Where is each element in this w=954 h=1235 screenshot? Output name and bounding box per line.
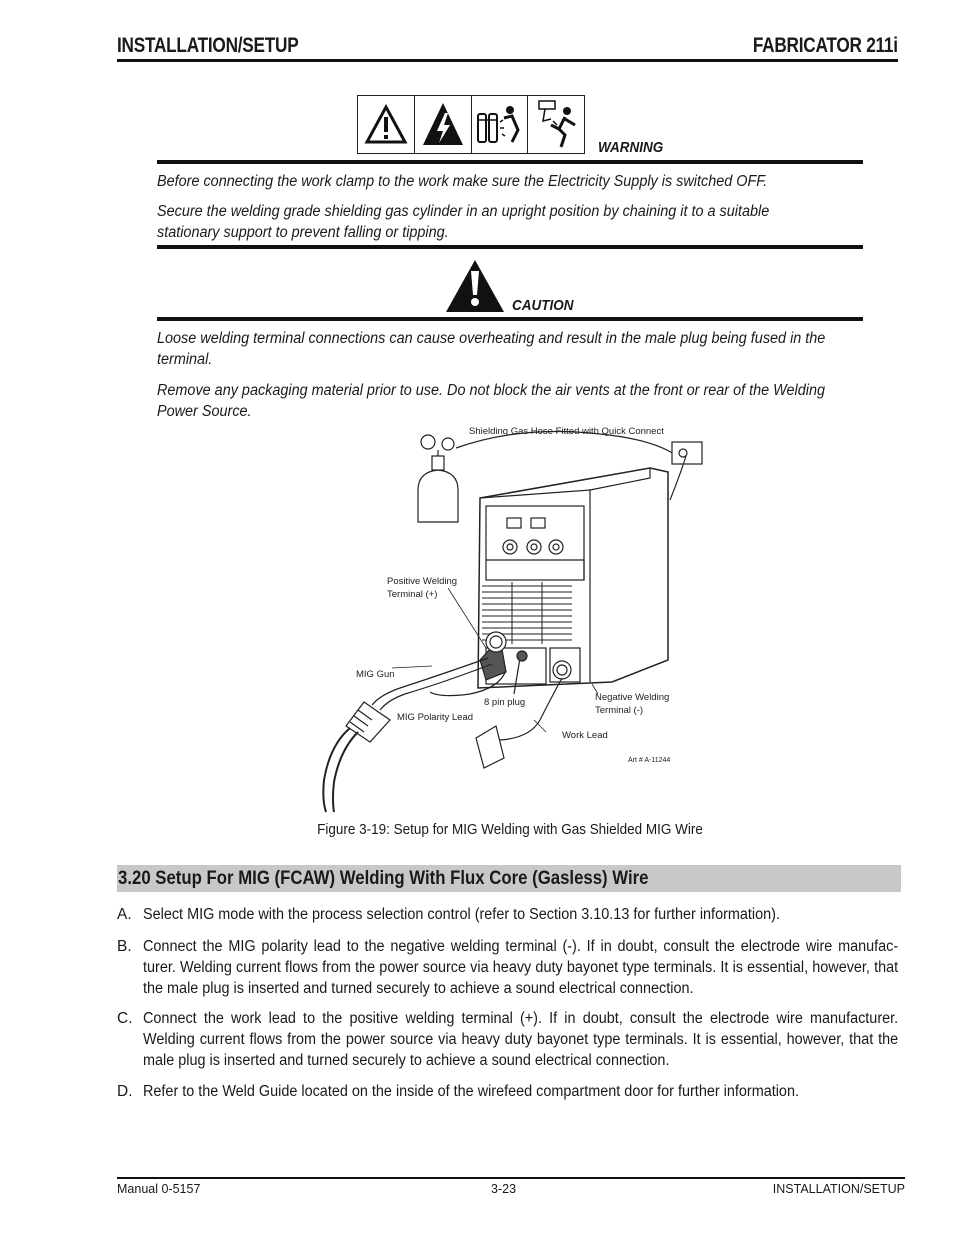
label-mig-polarity-lead: MIG Polarity Lead [397, 712, 474, 723]
step-letter: C. [117, 1010, 133, 1027]
caution-paragraph-2: Remove any packaging material prior to use. Do not block the air vents at the front or rear of the Welding Power Source. [157, 382, 825, 420]
warning-paragraph-1: Before connecting the work clamp to the work make sure the Electricity Supply is switched OFF. [157, 173, 768, 190]
footer-manual-number: Manual 0-5157 [117, 1182, 201, 1196]
warning-icon-strip [357, 95, 585, 154]
welding-hazard-icon [528, 96, 584, 153]
step-text: Select MIG mode with the process selection control (refer to Section 3.10.13 for further information). [143, 906, 780, 923]
header-product-name: FABRICATOR 211i [753, 34, 898, 57]
label-art-number: Art # A-11244 [628, 757, 671, 764]
step-letter: B. [117, 938, 132, 955]
step-letter: A. [117, 906, 132, 923]
warning-rule-bottom [157, 245, 863, 249]
list-item [117, 936, 901, 999]
electric-shock-icon [415, 96, 472, 153]
label-positive-terminal: Positive Welding Terminal (+) [387, 576, 458, 600]
footer-page-number: 3-23 [491, 1182, 517, 1196]
caution-triangle-icon [445, 259, 505, 313]
general-warning-icon [358, 96, 415, 153]
gas-cylinder-hazard-icon [472, 96, 529, 153]
step-text: Connect the work lead to the positive welding terminal (+). If in doubt, consult the electrode wire manufacturer. Welding current flows from the power source via heavy duty bayonet type terminals. It is essential, however, that the male plug is inserted and turned securely to achieve a sound electrical connection. [143, 1010, 899, 1069]
footer-section-name: INSTALLATION/SETUP [772, 1182, 905, 1196]
header-rule [117, 59, 898, 62]
list-item [117, 1008, 901, 1071]
label-8-pin-plug: 8 pin plug [484, 697, 526, 708]
section-title: 3.20 Setup For MIG (FCAW) Welding With Flux Core (Gasless) Wire [118, 867, 649, 889]
label-work-lead: Work Lead [562, 730, 608, 741]
list-item [117, 904, 901, 925]
step-letter: D. [117, 1083, 133, 1100]
mig-setup-figure [300, 420, 720, 815]
step-text: Refer to the Weld Guide located on the inside of the wirefeed compartment door for further information. [143, 1083, 799, 1100]
caution-paragraph-1: Loose welding terminal connections can cause overheating and result in the male plug being fused in the terminal. [157, 330, 826, 368]
warning-rule-top [157, 160, 863, 164]
label-negative-terminal: Negative Welding Terminal (-) [595, 692, 670, 716]
warning-paragraph-2: Secure the welding grade shielding gas cylinder in an upright position by chaining it to a suitable stationary support to prevent falling or tipping. [157, 203, 770, 241]
label-gas-hose: Shielding Gas Hose Fitted with Quick Connect [469, 426, 664, 437]
step-text: Connect the MIG polarity lead to the negative welding terminal (-). If in doubt, consult the electrode wire manufac-turer. Welding current flows from the power source via heavy duty bayonet type terminals. It is essential, however, that the male plug is inserted and turned securely to achieve a sound electrical connection. [143, 938, 899, 997]
header-section-title: INSTALLATION/SETUP [117, 34, 299, 57]
list-item [117, 1081, 901, 1102]
label-mig-gun: MIG Gun [356, 669, 395, 680]
caution-rule [157, 317, 863, 321]
warning-label: WARNING [598, 139, 664, 156]
caution-label: CAUTION [512, 297, 574, 314]
footer-rule [117, 1177, 905, 1179]
figure-caption: Figure 3-19: Setup for MIG Welding with Gas Shielded MIG Wire [317, 822, 703, 838]
